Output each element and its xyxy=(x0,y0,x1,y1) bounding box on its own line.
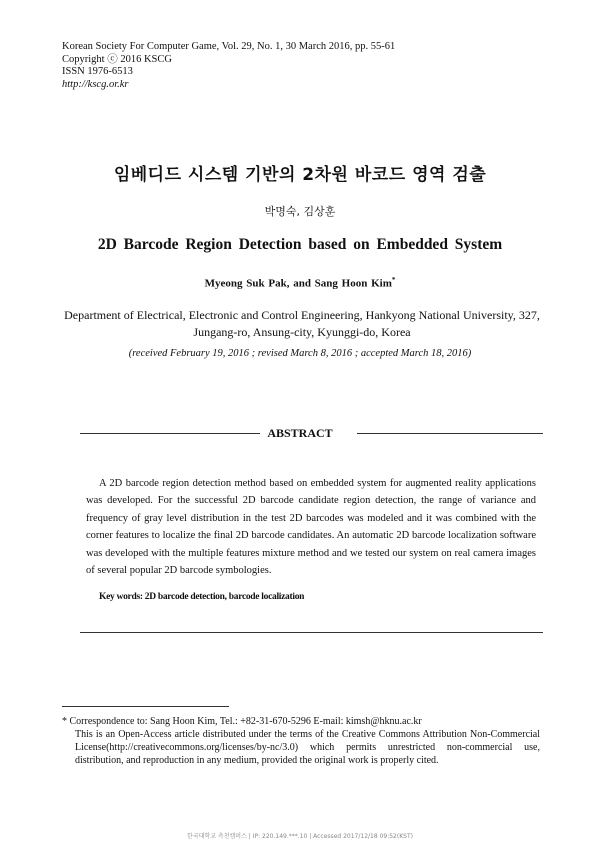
keywords: Key words: 2D barcode detection, barcode localization xyxy=(99,592,305,602)
english-title: 2D Barcode Region Detection based on Embedded System xyxy=(97,236,503,253)
author-names: Myeong Suk Pak, and Sang Hoon Kim xyxy=(204,277,392,290)
affiliation-line-1: Department of Electrical, Electronic and Control Engineering, Hankyong National University, 327, xyxy=(64,308,540,322)
footnote xyxy=(62,715,540,767)
license-note: This is an Open-Access article distributed under the terms of the Creative Commons Attribution Non-Commercial License(http://creativecommons.org/licenses/by-nc/3.0) which permits unrestricted non-commercial use, distribution, and reproduction in any medium, provided the original work is properly cited. xyxy=(75,729,540,766)
submission-dates: (received February 19, 2016 ; revised March 8, 2016 ; accepted March 18, 2016) xyxy=(128,348,472,359)
copyright-line: Copyright ⓒ 2016 KSCG xyxy=(62,53,172,65)
footnote-rule xyxy=(62,706,229,707)
korean-title: 임베디드 시스템 기반의 2차원 바코드 영역 검출 xyxy=(113,165,487,185)
affiliation-line-2: Jungang-ro, Ansung-city, Kyunggi-do, Korea xyxy=(193,325,411,339)
corresponding-mark: * xyxy=(391,276,396,284)
affiliation xyxy=(64,307,540,341)
english-authors xyxy=(0,276,600,290)
abstract-rule-right xyxy=(357,433,543,434)
abstract-body: A 2D barcode region detection method based on embedded system for augmented reality applications was developed. For the successful 2D barcode candidate region detection, the range of variance and frequency of gray level distribution in the test 2D barcodes was modeled and it was combined with the corner features to localize the final 2D barcode candidates. An automatic 2D barcode localization software was developed with the multiple features mixture method and we tested our system on real camera images of several popular 2D barcode symbologies. xyxy=(86,478,536,577)
journal-citation: Korean Society For Computer Game, Vol. 29, No. 1, 30 March 2016, pp. 55-61 xyxy=(62,41,396,52)
abstract-heading: ABSTRACT xyxy=(267,426,333,440)
correspondence-note: * Correspondence to: Sang Hoon Kim, Tel.: +82-31-670-5296 E-mail: kimsh@hknu.ac.kr xyxy=(62,716,422,727)
abstract-bottom-rule xyxy=(80,632,543,633)
access-stamp: 한국대학교 측천캠퍼스 | IP: 220.149.***.10 | Accessed 2017/12/18 09:52(KST) xyxy=(187,833,413,840)
journal-url[interactable]: http://kscg.or.kr xyxy=(62,78,129,90)
korean-authors: 박명숙, 김상훈 xyxy=(264,205,336,218)
issn-line: ISSN 1976-6513 xyxy=(62,66,133,77)
journal-header xyxy=(62,41,395,91)
